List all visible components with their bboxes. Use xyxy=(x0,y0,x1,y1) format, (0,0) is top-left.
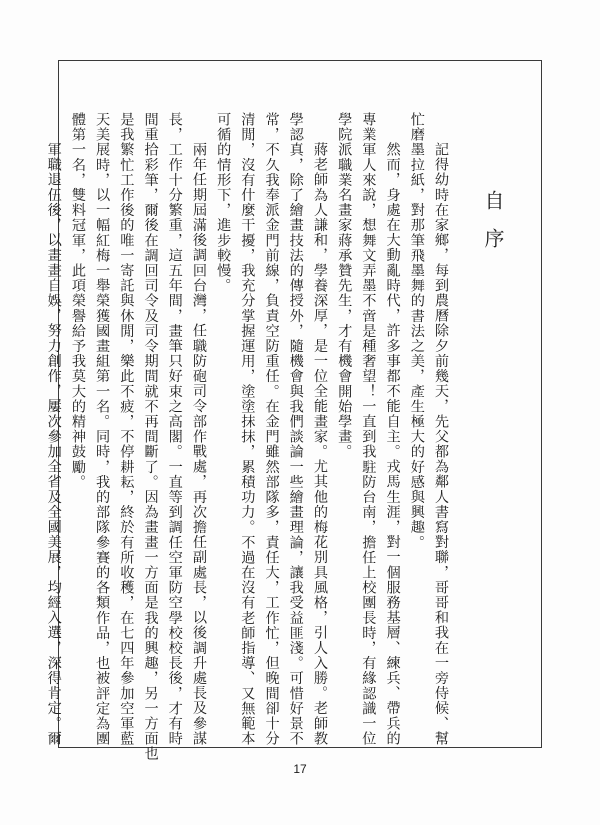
text-line: 是我繁忙工作後的唯一寄託與休閒，樂此不疲，不停耕耘，終於有所收穫，在七四年參加空軍藍 xyxy=(118,112,135,747)
text-line: 間重拾彩筆，爾後在調回司令及司令期間就不再間斷了。因為畫畫一方面是我的興趣，另一方面也 xyxy=(142,112,159,762)
text-line: 常，不久我奉派金門前線，負責空防重任。在金門雖然部隊多，責任大，工作忙，但晚間卻十分 xyxy=(263,112,280,747)
text-line: 記得幼時在家鄉，每到農曆除夕前幾天，先父都為鄰人書寫對聯，哥哥和我在一旁侍候、幫 xyxy=(433,142,449,746)
text-line: 然而，身處在大動亂時代，許多事都不能自主。戎馬生涯，對一個服務基層、練兵、帶兵的 xyxy=(384,142,401,746)
text-line: 軍職退伍後，以畫畫自娛，努力創作，屢次參加全省及全國美展，均經入選，深得肯定。爾 xyxy=(45,142,62,746)
text-line: 忙磨墨拉紙，對那筆飛墨舞的書法之美，產生極大的好感與興趣。 xyxy=(408,112,425,550)
text-line: 體第一名，雙料冠軍，此項榮譽給予我莫大的精神鼓勵。 xyxy=(69,112,86,490)
page-number: 17 xyxy=(293,762,307,776)
text-line: 天美展時，以一幅紅梅一舉榮獲國畫組第一名。同時，我的部隊參賽的各類作品，也被評定為團 xyxy=(94,112,111,747)
text-line: 專業軍人來說，想舞文弄墨不啻是種奢望！一直到我駐防台南，擔任上校團長時，有緣認識一位 xyxy=(360,112,377,747)
text-line: 清閒，沒有什麼干擾，我充分掌握運用，塗塗抹抹，累積功力。不過在沒有老師指導、又無範本 xyxy=(239,112,256,747)
page-title: 自序 xyxy=(481,190,505,266)
text-line: 蔣老師為人謙和，學養深厚，是一位全能畫家。尤其他的梅花別具風格，引人入勝。老師教 xyxy=(311,142,328,746)
body-text xyxy=(42,112,501,762)
text-line: 可循的情形下，進步較慢。 xyxy=(215,112,232,294)
text-line: 學院派職業名畫家蔣承贊先生，才有機會開始學畫。 xyxy=(336,112,353,460)
text-line: 學認真，除了繪畫技法的傳授外，隨機會與我們談論一些繪畫理論，讓我受益匪淺。可惜好景不 xyxy=(287,112,304,747)
text-line: 兩年任期屆滿後調回台灣，任職防砲司令部作戰處，再次擔任副處長，以後調升處長及參謀 xyxy=(190,142,207,746)
text-line: 長，工作十分繁重，這五年間，畫筆只好束之高閣。一直等到調任空軍防空學校校長後，才有時 xyxy=(166,112,183,747)
